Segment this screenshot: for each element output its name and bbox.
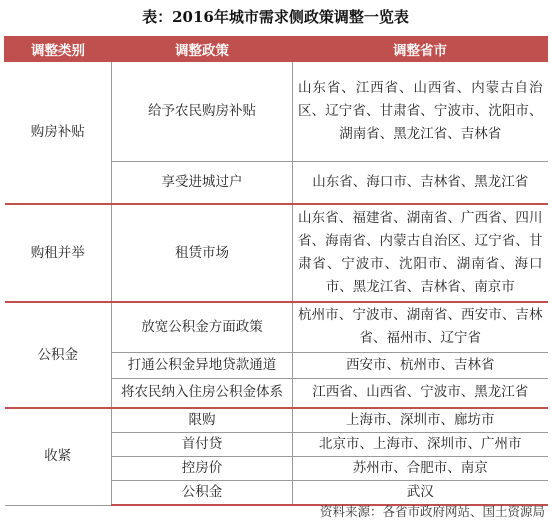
regions-cell: 西安市、杭州市、吉林省: [293, 352, 548, 378]
regions-cell: 上海市、深圳市、廊坊市: [293, 408, 548, 433]
category-cell: 收紧: [5, 408, 112, 505]
policy-cell: 公积金: [112, 481, 293, 506]
regions-cell: 苏州市、合肥市、南京: [293, 457, 548, 481]
table-title: 表：2016年城市需求侧政策调整一览表: [142, 8, 409, 26]
policy-cell: 打通公积金异地贷款通道: [112, 352, 293, 378]
table-row: [5, 61, 548, 161]
regions-cell: 北京市、上海市、深圳市、广州市: [293, 433, 548, 457]
table-row: [5, 204, 548, 302]
regions-cell: 江西省、山西省、宁波市、黑龙江省: [293, 378, 548, 408]
category-cell: 购房补贴: [5, 61, 112, 204]
policy-cell: 给予农民购房补贴: [112, 61, 293, 161]
regions-cell: 杭州市、宁波市、湖南省、西安市、吉林省、福州市、辽宁省: [293, 302, 548, 352]
policy-cell: 将农民纳入住房公积金体系: [112, 378, 293, 408]
header-regions: 调整省市: [293, 37, 548, 62]
header-category: 调整类别: [5, 37, 112, 62]
table-row: [5, 408, 548, 433]
policy-table: [4, 36, 548, 506]
regions-cell: 山东省、江西省、山西省、内蒙古自治区、辽宁省、甘肃省、宁波市、沈阳市、湖南省、黑龙江省、吉林省: [293, 61, 548, 161]
policy-cell: 首付贷: [112, 433, 293, 457]
policy-cell: 享受进城过户: [112, 161, 293, 204]
regions-cell: 山东省、福建省、湖南省、广西省、四川省、海南省、内蒙古自治区、辽宁省、甘肃省、宁波市、沈阳市、湖南省、海口市、黑龙江省、吉林省、南京市: [293, 204, 548, 302]
table-header-row: [5, 37, 548, 62]
category-cell: 公积金: [5, 302, 112, 408]
header-policy: 调整政策: [112, 37, 293, 62]
policy-cell: 租赁市场: [112, 204, 293, 302]
policy-cell: 控房价: [112, 457, 293, 481]
regions-cell: 山东省、海口市、吉林省、黑龙江省: [293, 161, 548, 204]
policy-cell: 放宽公积金方面政策: [112, 302, 293, 352]
table-row: [5, 302, 548, 352]
category-cell: 购租并举: [5, 204, 112, 302]
regions-cell: 武汉: [293, 481, 548, 506]
policy-cell: 限购: [112, 408, 293, 433]
source-note: 资料来源：各省市政府网站、国土资源局: [319, 504, 545, 519]
